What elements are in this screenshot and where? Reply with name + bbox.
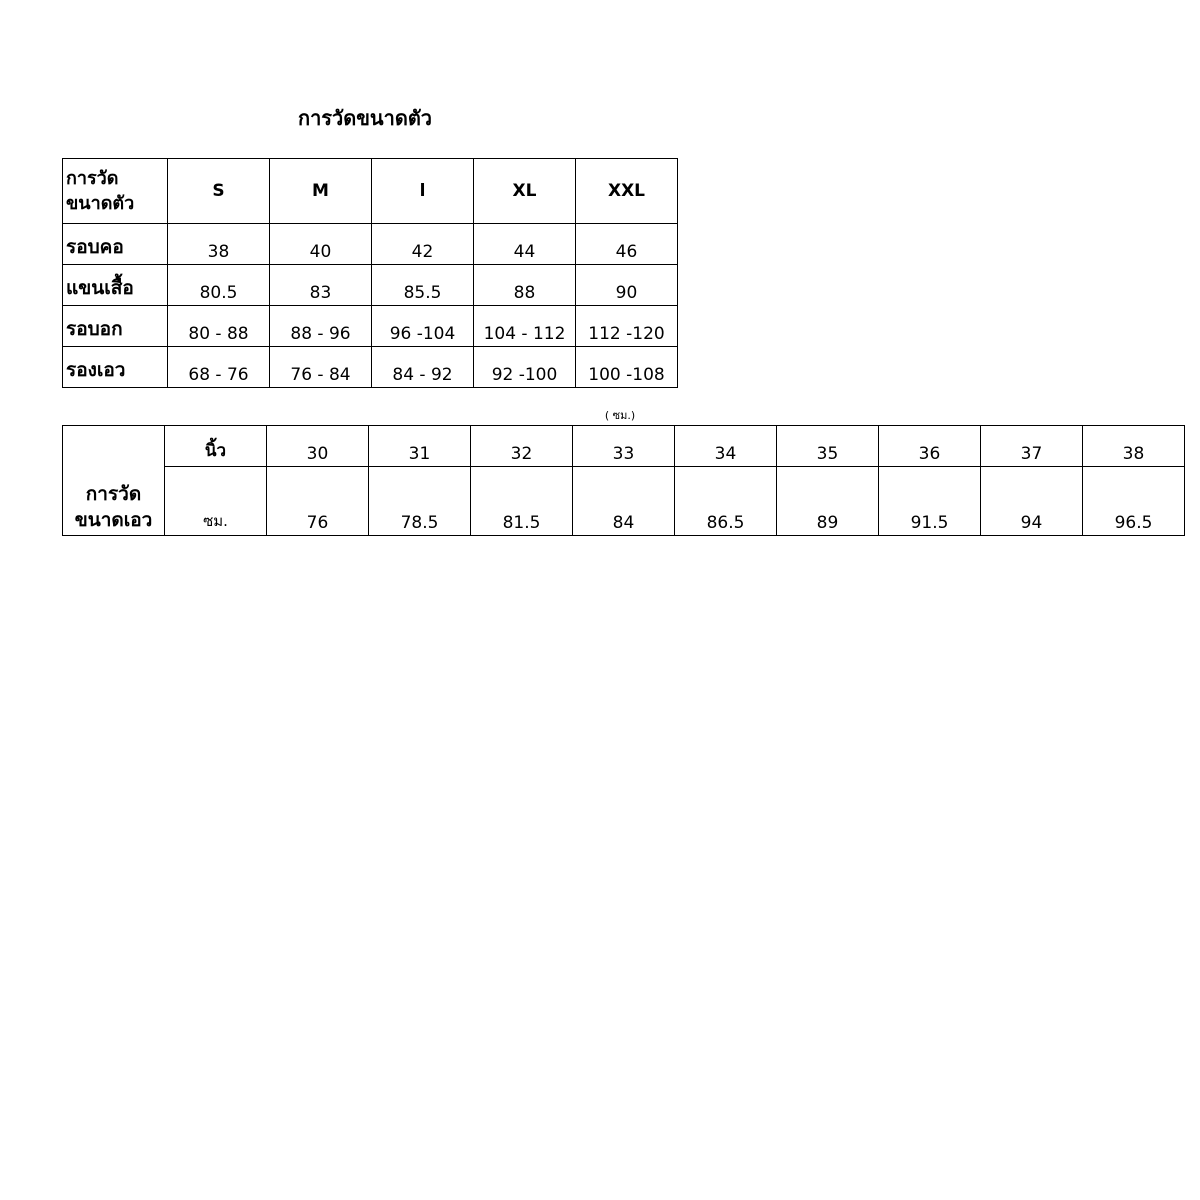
inch-cell: 34 [675,426,777,467]
inch-cell: 32 [471,426,573,467]
row-label: แขนเสื้อ [63,265,168,306]
size-header-label-line2: ขนาดตัว [66,193,135,214]
table-cell: 88 - 96 [270,306,372,347]
table-cell: 40 [270,224,372,265]
cm-cell: 91.5 [879,467,981,536]
row-label: รอบอก [63,306,168,347]
inch-row [63,426,1185,467]
row-label: รองเอว [63,347,168,388]
cm-cell: 81.5 [471,467,573,536]
inch-cell: 37 [981,426,1083,467]
inch-cell: 33 [573,426,675,467]
table-cell: 104 - 112 [474,306,576,347]
cm-cell: 89 [777,467,879,536]
size-header-xl: XL [474,159,576,224]
waist-table [62,425,1185,536]
cm-cell: 84 [573,467,675,536]
waist-label [63,426,165,536]
waist-label-line1: การวัด [85,483,142,505]
cm-row [63,467,1185,536]
cm-cell: 86.5 [675,467,777,536]
table-cell: 42 [372,224,474,265]
table-cell: 83 [270,265,372,306]
table-cell: 90 [576,265,678,306]
page-title: การวัดขนาดตัว [297,106,433,130]
table-cell: 96 -104 [372,306,474,347]
waist-label-line2: ขนาดเอว [74,509,153,531]
table-cell: 92 -100 [474,347,576,388]
inch-cell: 36 [879,426,981,467]
size-header-label-line1: การวัด [66,168,119,189]
cm-unit-label: ซม. [165,467,267,536]
size-header-label [63,159,168,224]
inch-cell: 38 [1083,426,1185,467]
size-header-l: l [372,159,474,224]
table-cell: 80.5 [168,265,270,306]
size-header-m: M [270,159,372,224]
table-cell: 68 - 76 [168,347,270,388]
inch-cell: 30 [267,426,369,467]
table-cell: 38 [168,224,270,265]
cm-cell: 78.5 [369,467,471,536]
unit-note: ( ซม.) [604,409,636,422]
size-header-xxl: XXL [576,159,678,224]
table-row [63,224,678,265]
size-header-row [63,159,678,224]
table-cell: 112 -120 [576,306,678,347]
cm-cell: 96.5 [1083,467,1185,536]
inch-unit-label: นิ้ว [165,426,267,467]
table-cell: 100 -108 [576,347,678,388]
table-cell: 46 [576,224,678,265]
table-cell: 85.5 [372,265,474,306]
table-cell: 44 [474,224,576,265]
table-cell: 88 [474,265,576,306]
table-cell: 76 - 84 [270,347,372,388]
inch-cell: 31 [369,426,471,467]
cm-cell: 94 [981,467,1083,536]
table-cell: 80 - 88 [168,306,270,347]
cm-cell: 76 [267,467,369,536]
table-row [63,265,678,306]
table-cell: 84 - 92 [372,347,474,388]
size-header-s: S [168,159,270,224]
row-label: รอบคอ [63,224,168,265]
table-row [63,306,678,347]
size-table [62,158,678,388]
table-row [63,347,678,388]
inch-cell: 35 [777,426,879,467]
